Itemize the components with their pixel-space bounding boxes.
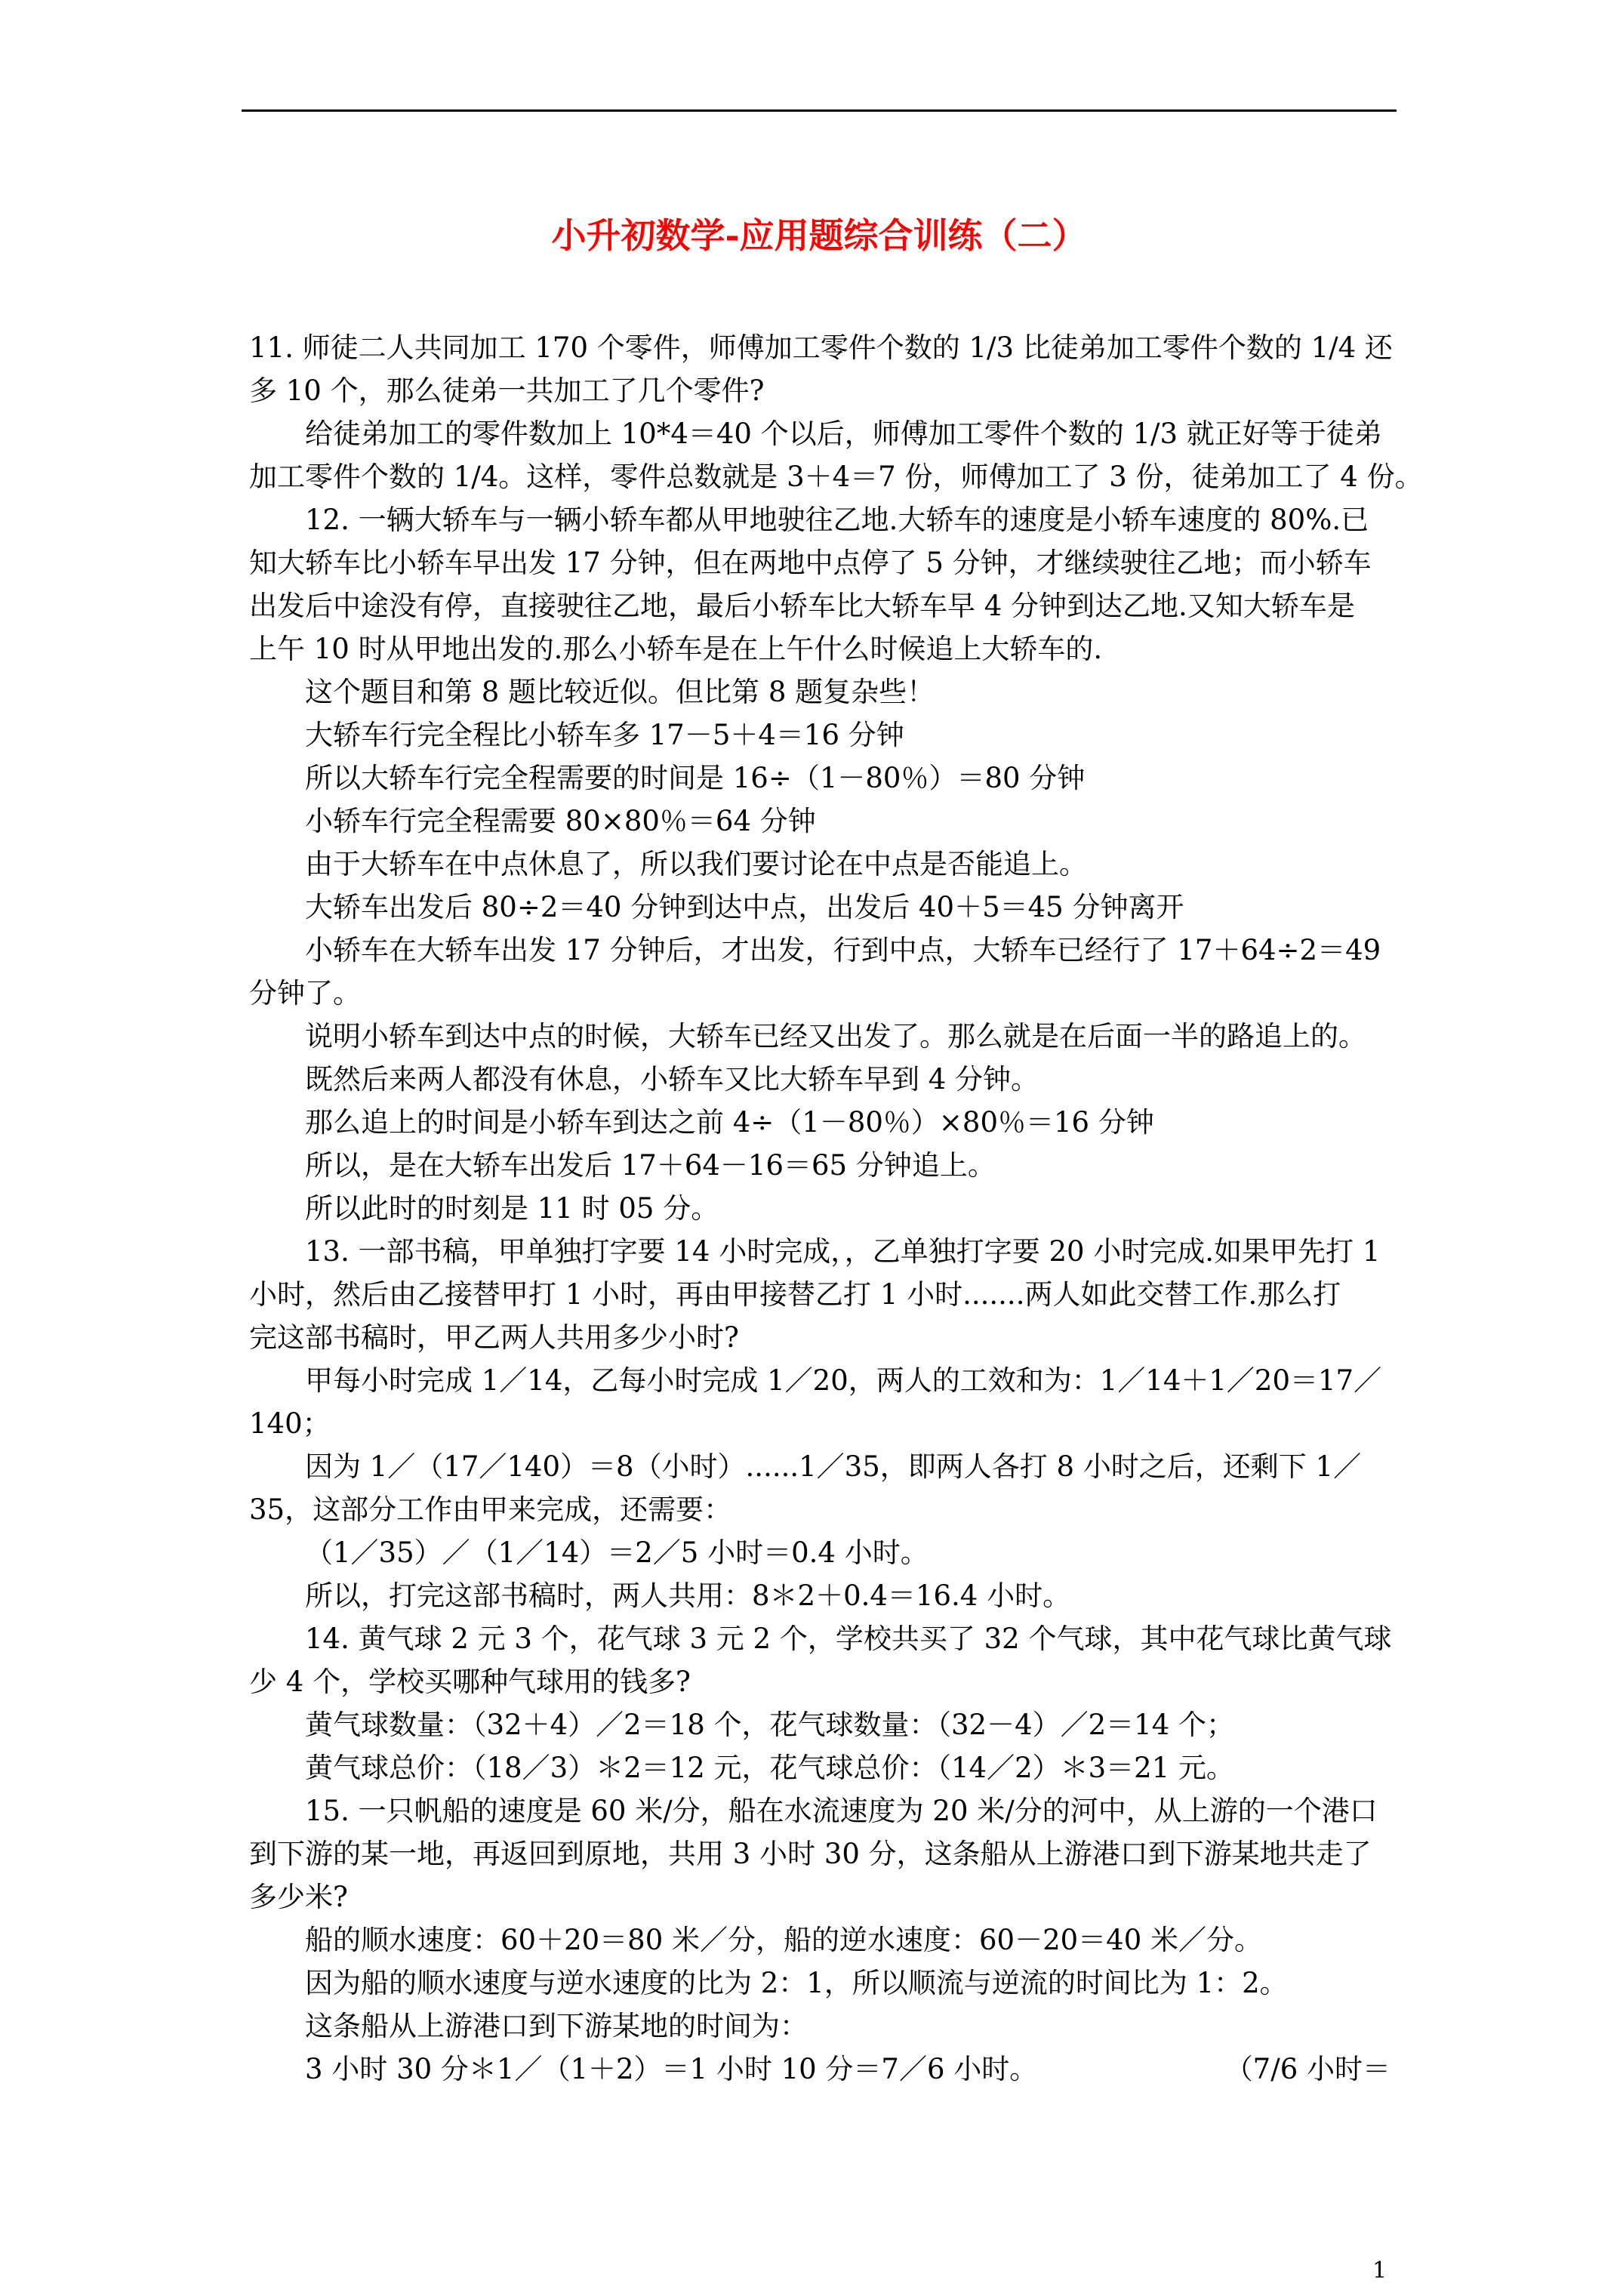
text-line-final-right: （7/6 小时＝	[1224, 2053, 1390, 2085]
text-line: 甲每小时完成 1／14，乙每小时完成 1／20，两人的工效和为：1／14＋1／20＝17／	[305, 1364, 1382, 1397]
text-line: 给徒弟加工的零件数加上 10*4＝40 个以后，师傅加工零件个数的 1/3 就正好等于徒弟	[305, 418, 1382, 450]
text-line: 因为船的顺水速度与逆水速度的比为 2：1，所以顺流与逆流的时间比为 1：2。	[305, 1967, 1288, 1999]
text-line: 140；	[249, 1407, 331, 1440]
text-line: 小轿车行完全程需要 80×80％＝64 分钟	[305, 805, 816, 837]
text-line: 大轿车出发后 80÷2＝40 分钟到达中点，出发后 40＋5＝45 分钟离开	[305, 891, 1184, 923]
text-line: 由于大轿车在中点休息了，所以我们要讨论在中点是否能追上。	[305, 848, 1087, 880]
text-line-final-left: 3 小时 30 分＊1／（1＋2）＝1 小时 10 分＝7／6 小时。	[305, 2053, 1038, 2085]
text-line: 大轿车行完全程比小轿车多 17－5＋4＝16 分钟	[305, 719, 904, 751]
text-line: 所以，打完这部书稿时，两人共用：8＊2＋0.4＝16.4 小时。	[305, 1579, 1071, 1612]
text-line: 说明小轿车到达中点的时候，大轿车已经又出发了。那么就是在后面一半的路追上的。	[305, 1020, 1366, 1052]
text-line: 所以此时的时刻是 11 时 05 分。	[305, 1192, 719, 1225]
page-number: 1	[1372, 2257, 1387, 2284]
text-line: 小时，然后由乙接替甲打 1 小时，再由甲接替乙打 1 小时.......两人如此交替工作.那么打	[249, 1278, 1341, 1311]
text-line: 所以大轿车行完全程需要的时间是 16÷（1－80％）＝80 分钟	[305, 762, 1086, 794]
text-line-final	[249, 2048, 1390, 2091]
text-line: 船的顺水速度：60＋20＝80 米／分，船的逆水速度：60－20＝40 米／分。	[305, 1924, 1263, 1956]
text-line: 出发后中途没有停，直接驶往乙地，最后小轿车比大轿车早 4 分钟到达乙地.又知大轿车是	[249, 590, 1355, 622]
text-line-q15: 15. 一只帆船的速度是 60 米/分，船在水流速度为 20 米/分的河中，从上游的一个港口	[305, 1795, 1378, 1827]
text-line: 所以，是在大轿车出发后 17＋64－16＝65 分钟追上。	[305, 1149, 996, 1182]
text-line: 完这部书稿时，甲乙两人共用多少小时?	[249, 1321, 739, 1354]
text-line: 少 4 个，学校买哪种气球用的钱多?	[249, 1666, 691, 1698]
text-line: 多少米?	[249, 1881, 348, 1913]
text-line: 分钟了。	[249, 977, 361, 1009]
text-line: 加工零件个数的 1/4。这样，零件总数就是 3＋4＝7 份，师傅加工了 3 份，徒弟加工了 4 份。	[249, 461, 1423, 493]
text-line: 那么追上的时间是小轿车到达之前 4÷（1－80％）×80％＝16 分钟	[305, 1106, 1154, 1139]
text-line: 上午 10 时从甲地出发的.那么小轿车是在上午什么时候追上大轿车的.	[249, 633, 1103, 665]
text-line: 既然后来两人都没有休息，小轿车又比大轿车早到 4 分钟。	[305, 1063, 1039, 1096]
document-body	[249, 326, 1423, 2091]
text-line: 多 10 个，那么徒弟一共加工了几个零件?	[249, 374, 765, 407]
page-title: 小升初数学-应用题综合训练（二）	[551, 215, 1087, 256]
text-line: 黄气球数量：（32＋4）／2＝18 个，花气球数量：（32－4）／2＝14 个；	[305, 1709, 1235, 1741]
text-line: 35，这部分工作由甲来完成，还需要：	[249, 1493, 732, 1526]
text-line: （1／35）／（1／14）＝2／5 小时＝0.4 小时。	[305, 1536, 929, 1569]
text-line: 小轿车在大轿车出发 17 分钟后，才出发，行到中点，大轿车已经行了 17＋64÷2＝49	[305, 934, 1381, 966]
text-line-q14: 14. 黄气球 2 元 3 个，花气球 3 元 2 个，学校共买了 32 个气球，其中花气球比黄气球	[305, 1623, 1392, 1655]
text-line-q12: 12. 一辆大轿车与一辆小轿车都从甲地驶往乙地.大轿车的速度是小轿车速度的 80%.已	[305, 504, 1369, 536]
header-rule	[242, 109, 1397, 112]
text-line: 这条船从上游港口到下游某地的时间为：	[305, 2010, 808, 2042]
text-line: 因为 1／（17／140）＝8（小时）......1／35，即两人各打 8 小时之后，还剩下 1／	[305, 1450, 1362, 1483]
text-line: 这个题目和第 8 题比较近似。但比第 8 题复杂些！	[305, 676, 935, 708]
text-line-q13: 13. 一部书稿，甲单独打字要 14 小时完成，，乙单独打字要 20 小时完成.如果甲先打 1	[305, 1235, 1381, 1268]
text-line: 知大轿车比小轿车早出发 17 分钟，但在两地中点停了 5 分钟，才继续驶往乙地；而小轿车	[249, 547, 1372, 579]
text-line-q11: 11. 师徒二人共同加工 170 个零件，师傅加工零件个数的 1/3 比徒弟加工零件个数的 1/4 还	[249, 331, 1393, 364]
text-line: 黄气球总价：（18／3）＊2＝12 元，花气球总价：（14／2）＊3＝21 元。	[305, 1752, 1235, 1784]
text-line: 到下游的某一地，再返回到原地，共用 3 小时 30 分，这条船从上游港口到下游某地共走了	[249, 1838, 1372, 1870]
text-line-final-row	[305, 2048, 1390, 2091]
